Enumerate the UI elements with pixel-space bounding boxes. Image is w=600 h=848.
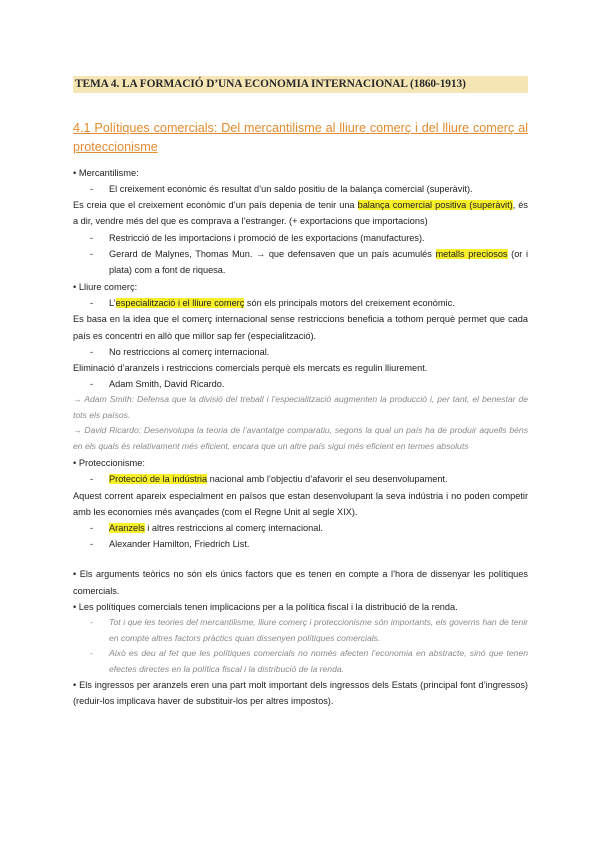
mercantilisme-heading: • Mercantilisme: <box>73 168 139 178</box>
lliure-comerc-paragraph-2: Eliminació d’aranzels i restriccions comercials perquè els mercats es regulin lliurement. <box>73 363 428 374</box>
mercantilisme-point-3: - Gerard de Malynes, Thomas Mun. → que defensaven que un país acumulés metalls preciosos (or i plata) com a font de riquesa. <box>73 246 528 278</box>
mercantilisme-paragraph: Es creia que el creixement econòmic d’un país depenia de tenir una balança comercial positiva (superàvit), és a dir, vendre més del que es comprava a l’estranger. (+ exportacions que importacions) <box>73 200 529 227</box>
highlight-aranzels: Aranzels <box>109 523 145 534</box>
section-heading: 4.1 Polítiques comercials: Del mercantilisme al lliure comerç i del lliure comerç al proteccionisme <box>73 121 528 154</box>
final-note-2: - Això es deu al fet que les polítiques comercials no només afecten l’economia en abstracte, sinó que tenen efectes directes en la política fiscal i la distribució de la renda. <box>73 646 528 677</box>
highlight-balanca: balança comercial positiva (superàvit) <box>357 200 513 211</box>
lliure-comerc-point-2: - No restriccions al comerç internacional. <box>73 344 528 360</box>
mercantilisme-point-2: - Restricció de les importacions i promoció de les exportacions (manufactures). <box>73 230 528 246</box>
proteccionisme-heading: • Proteccionisme: <box>73 458 145 469</box>
note-adam-smith: → Adam Smith: Defensa que la divisió del treball i l’especialització augmenten la producció i, per tant, el benestar de tots els països. <box>73 394 528 420</box>
final-bullet-1: • Els arguments teòrics no són els únics factors que es tenen en compte a l’hora de dissenyar les polítiques comercials. <box>73 569 528 596</box>
highlight-proteccio: Protecció de la indústria <box>109 474 208 485</box>
highlight-metalls: metalls preciosos <box>435 248 508 259</box>
lliure-comerc-point-1: - L’especialització i el lliure comerç són els principals motors del creixement econòmic. <box>73 295 528 311</box>
final-note-1: - Tot i que les teories del mercantilisme, lliure comerç i proteccionisme són importants, els governs han de tenir en compte altres factors pràctics quan dissenyen polítiques comercials. <box>73 615 528 646</box>
lliure-comerc-paragraph-1: Es basa en la idea que el comerç internacional sense restriccions beneficia a tothom perquè permet que cada país es concentri en allò que millor sap fer (especialització). <box>73 314 528 341</box>
lliure-comerc-point-3: - Adam Smith, David Ricardo. <box>73 376 528 392</box>
mercantilisme-point-1: - El creixement econòmic és resultat d’un saldo positiu de la balança comercial (superàvit). <box>73 181 528 197</box>
proteccionisme-point-3: - Alexander Hamilton, Friedrich List. <box>73 536 528 552</box>
note-david-ricardo: → David Ricardo: Desenvolupa la teoria de l’avantatge comparatiu, segons la qual un país ha de produir aquells béns en els quals és relativament més eficient, encara que un altre país sigui més eficient en termes absoluts <box>73 425 528 451</box>
proteccionisme-paragraph: Aquest corrent apareix especialment en països que estan desenvolupant la seva indústria i no poden competir amb les economies més avançades (com el Regne Unit al segle XIX). <box>73 490 528 517</box>
final-bullet-3: • Els ingressos per aranzels eren una part molt important dels ingressos dels Estats (principal font d’ingressos) (reduir-los implicava haver de substituir-los per altres impostos). <box>73 680 528 707</box>
proteccionisme-point-1: - Protecció de la indústria nacional amb l’objectiu d’afavorir el seu desenvolupament. <box>73 471 528 487</box>
highlight-especialitzacio: especialització i el lliure comerç <box>115 298 245 309</box>
final-bullet-2: • Les polítiques comercials tenen implicacions per a la política fiscal i la distribució de la renda. <box>73 601 458 612</box>
proteccionisme-point-2: - Aranzels i altres restriccions al comerç internacional. <box>73 520 528 536</box>
page-title: TEMA 4. LA FORMACIÓ D’UNA ECONOMIA INTERNACIONAL (1860-1913) <box>73 76 528 93</box>
document-page <box>73 76 528 709</box>
lliure-comerc-heading: • Lliure comerç: <box>73 282 138 293</box>
